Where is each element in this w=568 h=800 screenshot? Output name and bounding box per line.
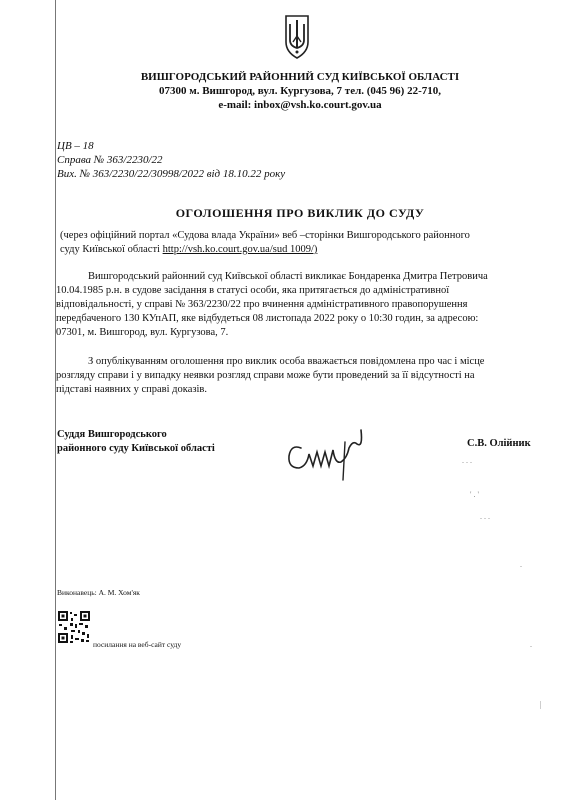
- subtitle-line-1: (через офіційний портал «Судова влада України» веб –сторінки Вишгородського районного: [60, 230, 470, 241]
- executor-note: Виконавець: А. М. Хом'як: [57, 588, 140, 597]
- notice-title: ОГОЛОШЕННЯ ПРО ВИКЛИК ДО СУДУ: [175, 206, 425, 220]
- subtitle-line-2: [60, 243, 545, 257]
- court-email: e-mail: inbox@vsh.ko.court.gov.ua: [218, 99, 382, 111]
- handwritten-signature-icon: [283, 418, 373, 484]
- paragraph-1-line-4: передбаченого 130 КУпАП, яке відбудеться 08 листопада 2022 року о 10:30 годин, за адресою:: [56, 313, 479, 324]
- signer-role-line-1: Суддя Вишгородського: [57, 429, 167, 440]
- court-website-link[interactable]: http://vsh.ko.court.gov.ua/sud 1009/): [162, 244, 318, 255]
- paragraph-2-line-1: З опублікуванням оголошення про виклик особа вважається повідомлена про час і місце: [88, 356, 485, 367]
- qr-code-icon[interactable]: [57, 610, 91, 644]
- paragraph-1-line-3: відповідальності, у справі № 363/2230/22 про вчинення адміністративного правопорушення: [56, 299, 468, 310]
- paragraph-2-line-2: розгляду справи і у випадку неявки розгляд справи може бути проведений за її відсутності на: [56, 370, 475, 381]
- doc-code: ЦВ – 18: [57, 140, 94, 152]
- subtitle-prefix: суду Київської області: [60, 244, 163, 255]
- paragraph-1-line-2: 10.04.1985 р.н. в судове засідання в статусі особи, яка притягається до адміністративної: [56, 285, 450, 296]
- coat-of-arms-icon: [282, 12, 312, 60]
- paragraph-1-line-1: Вишгородський районний суд Київської області викликає Бондаренка Дмитра Петровича: [88, 271, 488, 282]
- outgoing-number: Вих. № 363/2230/22/30998/2022 від 18.10.22 року: [57, 168, 286, 180]
- case-number: Справа № 363/2230/22: [57, 154, 163, 166]
- signer-name: С.В. Олійник: [467, 438, 531, 449]
- paragraph-1-line-5: 07301, м. Вишгород, вул. Кургузова, 7.: [56, 327, 229, 338]
- scan-edge-line: [55, 0, 56, 800]
- paragraph-2-line-3: підставі наявних у справі доказів.: [56, 384, 208, 395]
- court-address: 07300 м. Вишгород, вул. Кургузова, 7 тел. (045 96) 22-710,: [158, 85, 442, 97]
- signer-role-line-2: районного суду Київської області: [57, 443, 215, 454]
- court-name: ВИШГОРОДСЬКИЙ РАЙОННИЙ СУД КИЇВСЬКОЇ ОБЛАСТІ: [140, 71, 460, 83]
- qr-caption: посилання на веб-сайт суду: [93, 640, 182, 649]
